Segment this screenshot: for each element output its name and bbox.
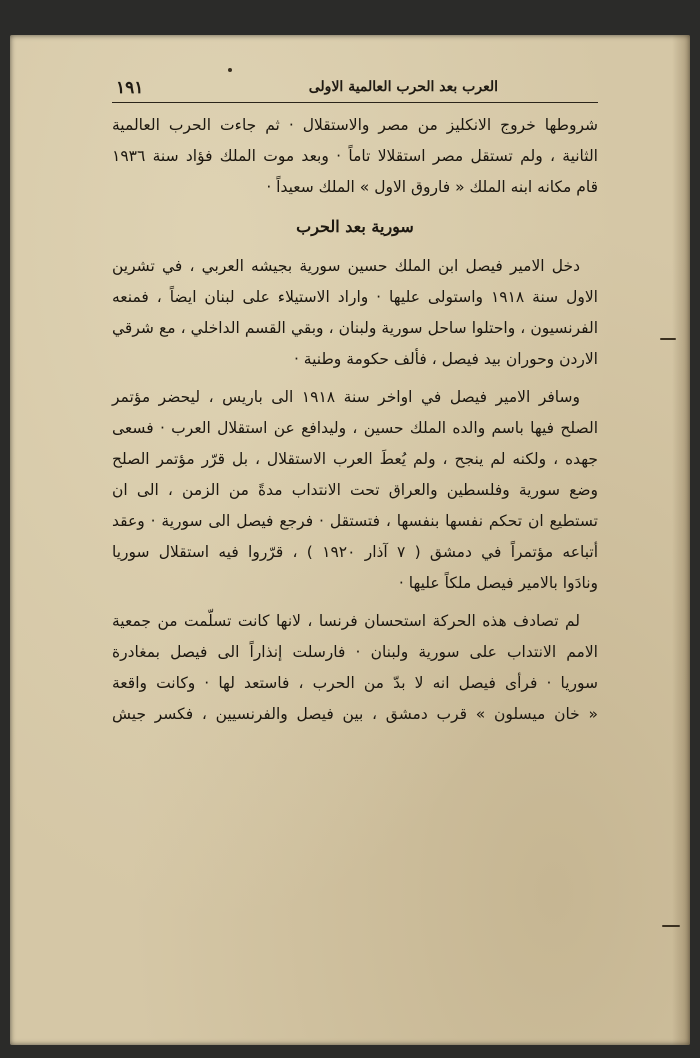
text-line: الامم الانتداب على سورية ولبنان · فارسلت إنذاراً الى فيصل بمغادرة	[112, 643, 598, 661]
text-line: الفرنسيون ، واحتلوا ساحل سورية ولبنان ، وبقي القسم الداخلي ، مع شرقي	[112, 319, 598, 337]
text-line: وضع سورية وفلسطين والعراق تحت الانتداب مدةً من الزمن ، الى ان	[112, 481, 598, 499]
margin-pencil-mark	[662, 925, 680, 927]
text-line: الصلح فيها باسم والده الملك حسين ، وليدافع عن استقلال العرب · فسعى	[112, 419, 598, 437]
page-spine-shadow	[672, 35, 690, 1045]
body-text	[112, 110, 598, 730]
text-line: جهده ، ولكنه لم ينجح ، ولم يُعطَ العرب الاستقلال ، بل قرّر مؤتمر الصلح	[112, 450, 598, 468]
text-line: دخل الامير فيصل ابن الملك حسين سورية بجيشه العربي ، في تشرين	[112, 257, 580, 275]
text-line: الاردن وحوران بيد فيصل ، فألف حكومة وطنية ·	[293, 350, 598, 368]
paper-speck	[228, 68, 232, 72]
text-line: لم تصادف هذه الحركة استحسان فرنسا ، لانها كانت تسلّمت من جمعية	[112, 612, 580, 630]
text-line: الثانية ، ولم تستقل مصر استقلالا تاماً · وبعد موت الملك فؤاد سنة ١٩٣٦	[112, 147, 598, 165]
text-line: شروطها خروج الانكليز من مصر والاستقلال · ثم جاءت الحرب العالمية	[112, 116, 598, 134]
text-line: أتباعه مؤتمراً في دمشق ( ٧ آذار ١٩٢٠ ) ، قرّروا فيه استقلال سوريا	[112, 543, 598, 561]
running-title: العرب بعد الحرب العالمية الاولى	[308, 79, 498, 95]
page-number: ١٩١	[116, 78, 144, 98]
text-line: « خان ميسلون » قرب دمشق ، بين فيصل والفرنسيين ، فكسر جيش	[112, 705, 598, 723]
text-line: تستطيع ان تحكم نفسها بنفسها ، فتستقل · فرجع فيصل الى سورية · وعقد	[112, 512, 598, 530]
text-line: سوريا · فرأى فيصل انه لا بدّ من الحرب ، فاستعد لها · وكانت واقعة	[112, 674, 598, 692]
margin-pencil-mark	[660, 338, 676, 340]
section-heading: سورية بعد الحرب	[296, 217, 414, 236]
page-header	[112, 78, 598, 103]
text-line: ونادَوا بالامير فيصل ملكاً عليها ·	[398, 574, 598, 592]
text-line: قام مكانه ابنه الملك « فاروق الاول » الملك سعيداً ·	[266, 178, 598, 196]
text-line: وسافر الامير فيصل في اواخر سنة ١٩١٨ الى باريس ، ليحضر مؤتمر	[112, 388, 580, 406]
text-line: الاول سنة ١٩١٨ واستولى عليها · واراد الاستيلاء على لبنان ايضاً ، فمنعه	[112, 288, 598, 306]
